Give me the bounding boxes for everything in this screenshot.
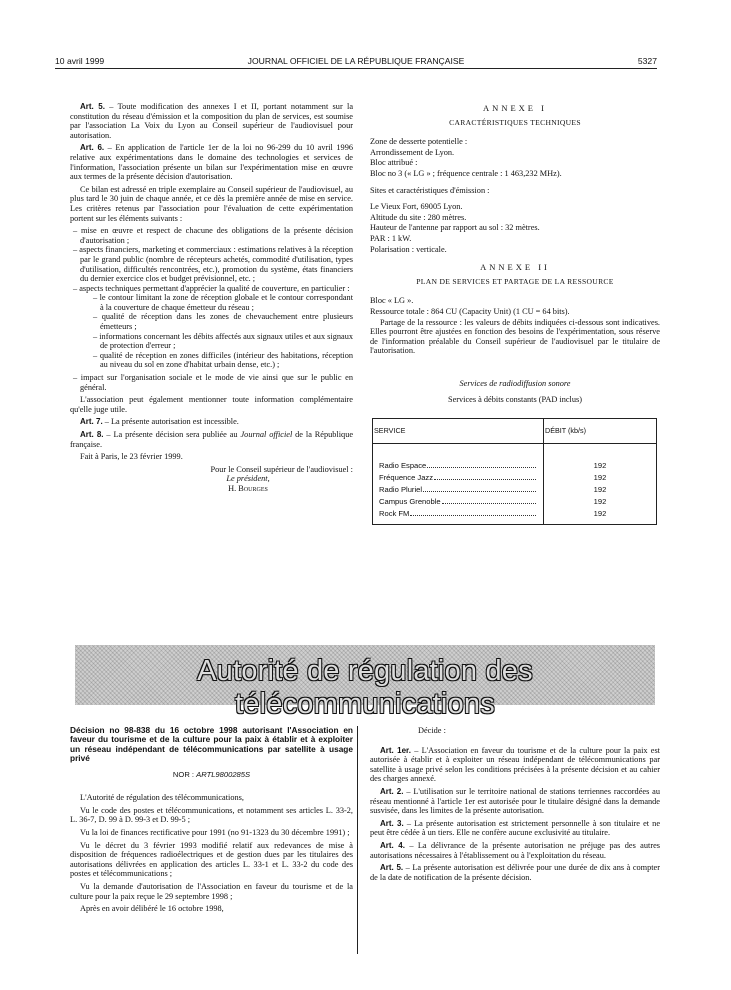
visa-paragraph: Vu la loi de finances rectificative pour 1991 (no 91-1323 du 30 décembre 1991) ;	[80, 828, 350, 837]
right-bottom-column	[370, 726, 660, 885]
table-row: Radio Pluriel 192	[373, 484, 657, 496]
association-paragraph: L'association peut également mentionner toute information complémentaire qu'elle juge utile.	[70, 395, 353, 414]
decision-article-4: Art. 4. – La délivrance de la présente autorisation ne préjuge pas des autres autorisations nécessaires à l'établissement ou à l'exploitation du réseau.	[370, 840, 660, 860]
services-title: Services de radiodiffusion sonore	[459, 378, 571, 388]
table-row: Campus Grenoble 192	[373, 496, 657, 508]
left-top-column	[70, 102, 353, 494]
section-banner	[75, 645, 655, 720]
right-top-column	[370, 102, 660, 525]
visa-paragraph: Vu la demande d'autorisation de l'Association en faveur du tourisme et de la culture pour la paix reçue le 29 septembre 1998 ;	[70, 881, 353, 901]
bilan-paragraph: Ce bilan est adressé en triple exemplaire au Conseil supérieur de l'audiovisuel, au plus tard le 30 juin de chaque année, et ce dès la première année de mise en service. Les critères retenus par l'association pour l'évaluation de cette expérimentation portent sur les éléments suivants :	[70, 184, 353, 223]
decision-article-5: Art. 5. – La présente autorisation est délivrée pour une durée de dix ans à compter de la date de notification de la présente décision.	[370, 863, 661, 882]
table-row: Fréquence Jazz 192	[373, 472, 657, 484]
services-table	[372, 418, 657, 525]
list-item: – qualité de réception en zones difficiles (intérieur des habitations, réception au niveau du sol en zone d'habitat urbain dense, etc.) ;	[80, 351, 353, 370]
partage-ressource: Partage de la ressource : les valeurs de débits indiquées ci-dessous sont indicatives. Elles pourront être ajustées en fonction des besoins de l'expérimentation, sous réserve de l'information préalable du Conseil supérieur de l'audiovisuel par le titulaire de l'autorisation.	[370, 317, 660, 356]
decision-article-1: Art. 1er. – L'Association en faveur du tourisme et de la culture pour la paix est autorisée à établir et à exploiter un réseau indépendant de télécommunications par satellite à usage privé selon les conditions précisées à la présente décision et au cahier des charges annexé.	[370, 745, 660, 784]
left-bottom-column	[70, 726, 353, 917]
list-item: – qualité de réception dans les zones de chevauchement entre plusieurs émetteurs ;	[80, 312, 353, 331]
decision-article-2: Art. 2. – L'utilisation sur le territoire national de stations terriennes raccordées au réseau mentionné à l'article 1er est autorisée pour le titulaire désigné dans la demande susvisée, dans les limites de la présente autorisation.	[370, 786, 660, 816]
visa-paragraph: Vu le code des postes et télécommunications, et notamment ses articles L. 33-2, L. 36-7, D. 99 à D. 99-3 et D. 99-5 ;	[70, 805, 353, 825]
signature-pour: Pour le Conseil supérieur de l'audiovisuel :	[210, 464, 353, 474]
article-7: Art. 7. – La présente autorisation est incessible.	[80, 417, 239, 427]
annex-2-title: ANNEXE II	[480, 262, 550, 273]
annex-1-subtitle: CARACTÉRISTIQUES TECHNIQUES	[449, 117, 581, 127]
site-altitude: Altitude du site : 280 mètres.	[370, 212, 467, 222]
table-header-debit: DÉBIT (kb/s)	[544, 419, 657, 444]
services-subtitle: Services à débits constants (PAD inclus)	[447, 395, 583, 405]
arrondissement: Arrondissement de Lyon.	[370, 147, 455, 157]
list-item: – informations concernant les débits affectés aux signaux utiles et aux signaux de protection d'erreur ;	[80, 332, 353, 351]
decision-article-3: Art. 3. – La présente autorisation est strictement personnelle à son titulaire et ne peut être cédée à un tiers. Elle ne confère aucune exclusivité au titulaire.	[370, 818, 660, 838]
sub-criteria-list	[80, 293, 353, 370]
list-item: – impact sur l'organisation sociale et le mode de vie ainsi que sur le public en général.	[70, 373, 353, 392]
list-item: – aspects financiers, marketing et commerciaux : estimations relatives à la réception par le grand public (nombre de récepteurs achetés, commodité d'utilisation, types d'utilisation, difficultés rencontrées, etc.), promotion du système, états financiers du dernier exercice clos et budget prévisionnel, etc. ;	[70, 245, 353, 283]
article-8: Art. 8. – La présente décision sera publiée au Journal officiel de la République française.	[70, 430, 354, 449]
signature-name: H. Bourges	[228, 483, 268, 493]
banner-title: Autorité de régulation des télécommunications	[197, 655, 533, 720]
running-header	[55, 56, 657, 69]
signature-role: Le président,	[226, 474, 270, 484]
sites-label: Sites et caractéristiques d'émission :	[370, 185, 490, 195]
article-6: Art. 6. – En application de l'article 1er de la loi no 96-299 du 10 avril 1996 relative aux expérimentations dans le domaine des technologies et services de l'information, l'association présente un bilan sur l'expérimentation mise en œuvre aux termes de la présente décision d'autorisation.	[70, 143, 353, 182]
decision-title: Décision no 98-838 du 16 octobre 1998 autorisant l'Association en faveur du tourisme et de la culture pour la paix à établir et à exploiter un réseau indépendant de télécommunications par satellite à usage privé	[70, 725, 353, 764]
antenna-height: Hauteur de l'antenne par rapport au sol : 32 mètres.	[370, 223, 540, 233]
visa-paragraph: L'Autorité de régulation des télécommunications,	[80, 793, 244, 803]
header-date: 10 avril 1999	[55, 56, 105, 66]
column-divider	[357, 726, 358, 954]
list-item: – le contour limitant la zone de réception globale et le contour correspondant à la couverture de chaque émetteur du réseau ;	[80, 293, 353, 312]
nor-reference: NOR : ARTL9800285S	[172, 769, 251, 779]
header-page-number: 5327	[637, 56, 657, 66]
par-value: PAR : 1 kW.	[370, 233, 412, 243]
bloc-lg: Bloc « LG ».	[370, 296, 414, 306]
table-header-service: SERVICE	[373, 419, 544, 444]
annex-2-subtitle: PLAN DE SERVICES ET PARTAGE DE LA RESSOURCE	[416, 276, 614, 286]
table-row: Radio Espace 192	[373, 444, 657, 473]
polarisation: Polarisation : verticale.	[370, 244, 447, 254]
table-row: Rock FM 192	[373, 508, 657, 525]
fait-a-paris: Fait à Paris, le 23 février 1999.	[80, 452, 183, 462]
list-item: – mise en œuvre et respect de chacune des obligations de la présente décision d'autorisation ;	[70, 226, 353, 245]
article-5: Art. 5. – Toute modification des annexes I et II, portant notamment sur la constitution du réseau d'émission et la composition du plan de services, est soumise par l'association La Voix du Lyon au Conseil supérieur de l'audiovisuel pour autorisation.	[70, 102, 354, 140]
bloc-attribue: Bloc attribué :	[370, 158, 418, 168]
list-item: – aspects techniques permettant d'apprécier la qualité de couverture, en particulier : – le contour limitant la zone de réception globale et le contour correspondant à la couverture de chaque émetteur du réseau ; – qualité de réception dans les zones de chevauchement entre plusieurs émetteurs ; – informations concernant les débits affectés aux signaux utiles et aux signaux de protection d'erreur ; – qualité de réception en zones difficiles (intérieur des habitations, réception au niveau du sol en zone d'habitat urbain dense, etc.) ;	[70, 284, 353, 370]
criteria-list	[70, 226, 353, 392]
decide-label: Décide :	[418, 726, 446, 735]
signature-block	[70, 465, 353, 494]
annex-1-title: ANNEXE I	[483, 103, 547, 113]
visa-paragraph: Vu le décret du 3 février 1993 modifié relatif aux redevances de mise à disposition de fréquences radioélectriques et de gestion dues par les titulaires des autorisations délivrées en application des articles L. 33-1 et L. 33-2 du code des postes et télécommunications ;	[70, 840, 353, 879]
ressource-totale: Ressource totale : 864 CU (Capacity Unit) (1 CU = 64 bits).	[370, 306, 570, 316]
site-address: Le Vieux Fort, 69005 Lyon.	[370, 202, 463, 212]
visa-paragraph: Après en avoir délibéré le 16 octobre 1998,	[80, 904, 224, 914]
bloc-line: Bloc no 3 (« LG » ; fréquence centrale : 1 463,232 MHz).	[370, 168, 562, 178]
header-journal-title: JOURNAL OFFICIEL DE LA RÉPUBLIQUE FRANÇAISE	[247, 56, 465, 66]
zone-label: Zone de desserte potentielle :	[370, 137, 468, 147]
